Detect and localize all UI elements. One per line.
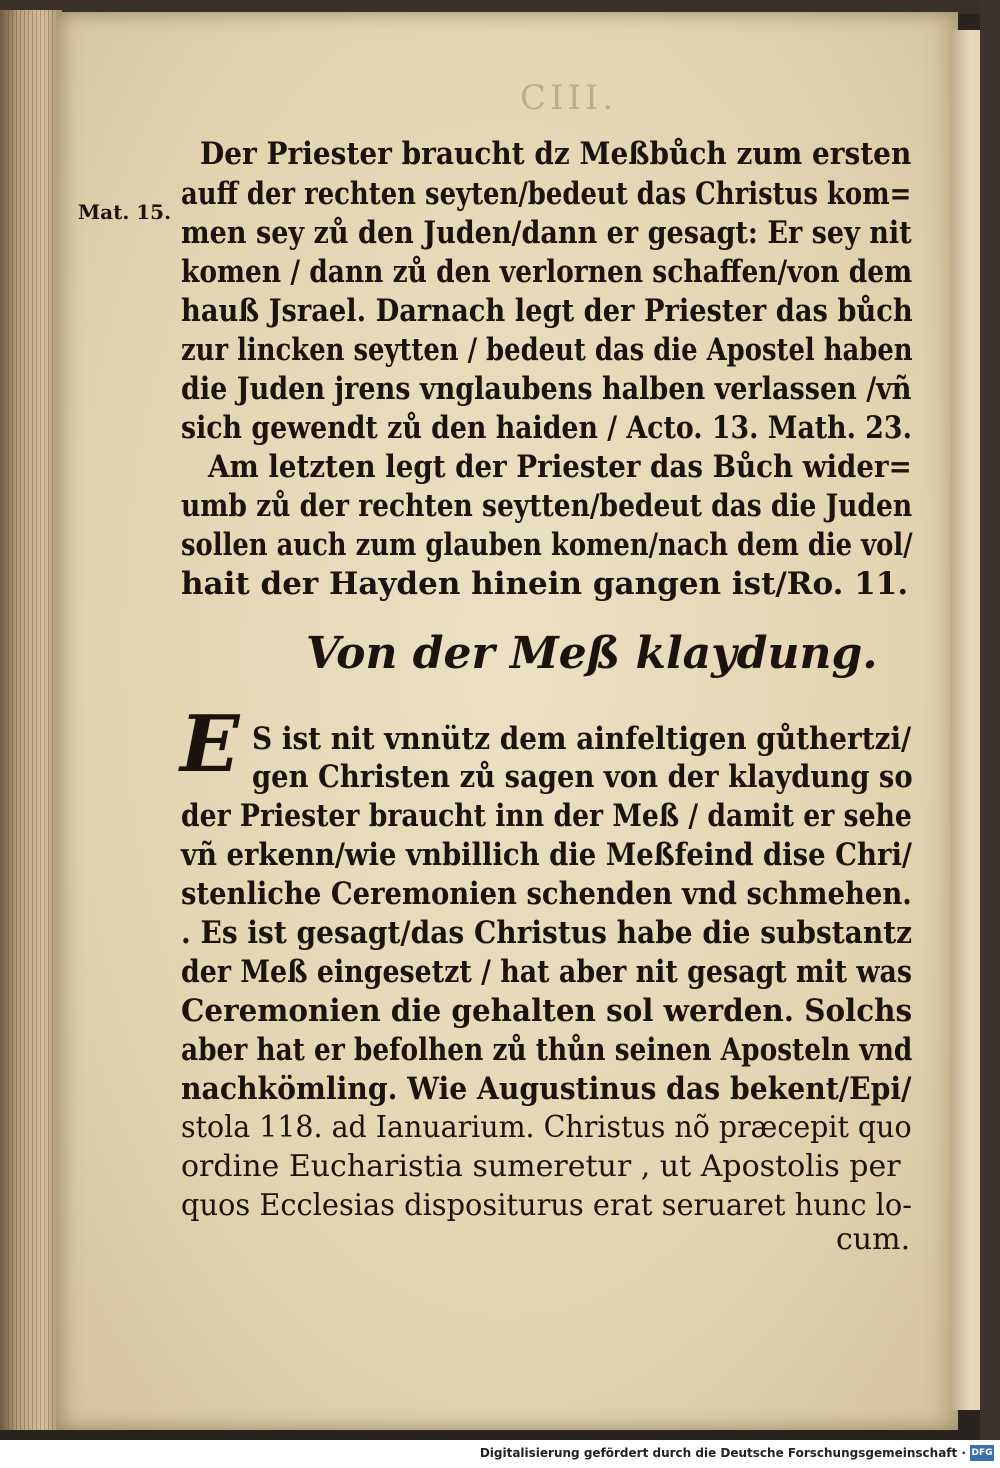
text-line: auff der rechten seyten/bedeut das Christus kom= (181, 176, 912, 212)
text-line: S ist nit vnnütz dem ainfeltigen gůthertzi/ (252, 721, 912, 757)
text-line: der Meß eingesetzt / hat aber nit gesagt mit was (181, 954, 912, 990)
text-line: zur lincken seytten / bedeut das die Apostel haben (181, 332, 913, 368)
margin-note: Mat. 15. (78, 200, 172, 224)
scanner-frame-right (980, 0, 1000, 1440)
book-page-edges-lines (8, 10, 54, 1430)
text-line: nachkömling. Wie Augustinus das bekent/Epi/ (181, 1071, 912, 1107)
text-line: die Juden jrens vnglaubens halben verlassen /vñ (181, 371, 912, 407)
text-line: aber hat er befolhen zů thůn seinen Aposteln vnd (181, 1032, 913, 1068)
text-line: umb zů der rechten seytten/bedeut das die Juden (181, 488, 913, 524)
text-line: . Es ist gesagt/das Christus habe die substantz (181, 915, 913, 951)
folio-number: CIII. (520, 78, 618, 118)
section-heading: Von der Meß klaydung. (306, 628, 878, 679)
text-line: gen Christen zů sagen von der klaydung so (252, 759, 913, 795)
latin-line: ordine Eucharistia sumeretur , ut Apostolis per (181, 1149, 901, 1184)
latin-line: quos Ecclesias dispositurus erat seruaret hunc lo- (181, 1188, 912, 1223)
text-line: der Priester braucht inn der Meß / damit er sehe (181, 798, 912, 834)
dfg-logo-icon: DFG (970, 1445, 994, 1461)
funding-credit: Digitalisierung gefördert durch die Deutsche Forschungsgemeinschaft · (479, 1446, 966, 1460)
text-line: vñ erkenn/wie vnbillich die Meßfeind dise Chri/ (181, 837, 912, 873)
latin-line: stola 118. ad Ianuarium. Christus nõ præcepit quo (181, 1110, 912, 1145)
drop-cap-initial: E (180, 699, 240, 790)
latin-line: cum. (836, 1222, 911, 1257)
text-line: sollen auch zum glauben komen/nach dem die vol/ (181, 527, 913, 563)
text-line: hait der Hayden hinein gangen ist/Ro. 11. (181, 566, 909, 602)
footer-bar (0, 1440, 1000, 1468)
text-line: hauß Jsrael. Darnach legt der Priester das bůch (181, 293, 913, 329)
text-line: men sey zů den Juden/dann er gesagt: Er sey nit (181, 215, 912, 251)
text-line: Der Priester braucht dz Meßbůch zum ersten (200, 136, 912, 172)
text-line: Am letzten legt der Priester das Bůch wider= (208, 449, 912, 485)
text-line: komen / dann zů den verlornen schaffen/von dem (181, 254, 913, 290)
text-line: sich gewendt zů den haiden / Acto. 13. Math. 23. (181, 410, 912, 446)
text-line: Ceremonien die gehalten sol werden. Solchs (181, 993, 913, 1029)
text-line: stenliche Ceremonien schenden vnd schmehen. (181, 876, 912, 912)
